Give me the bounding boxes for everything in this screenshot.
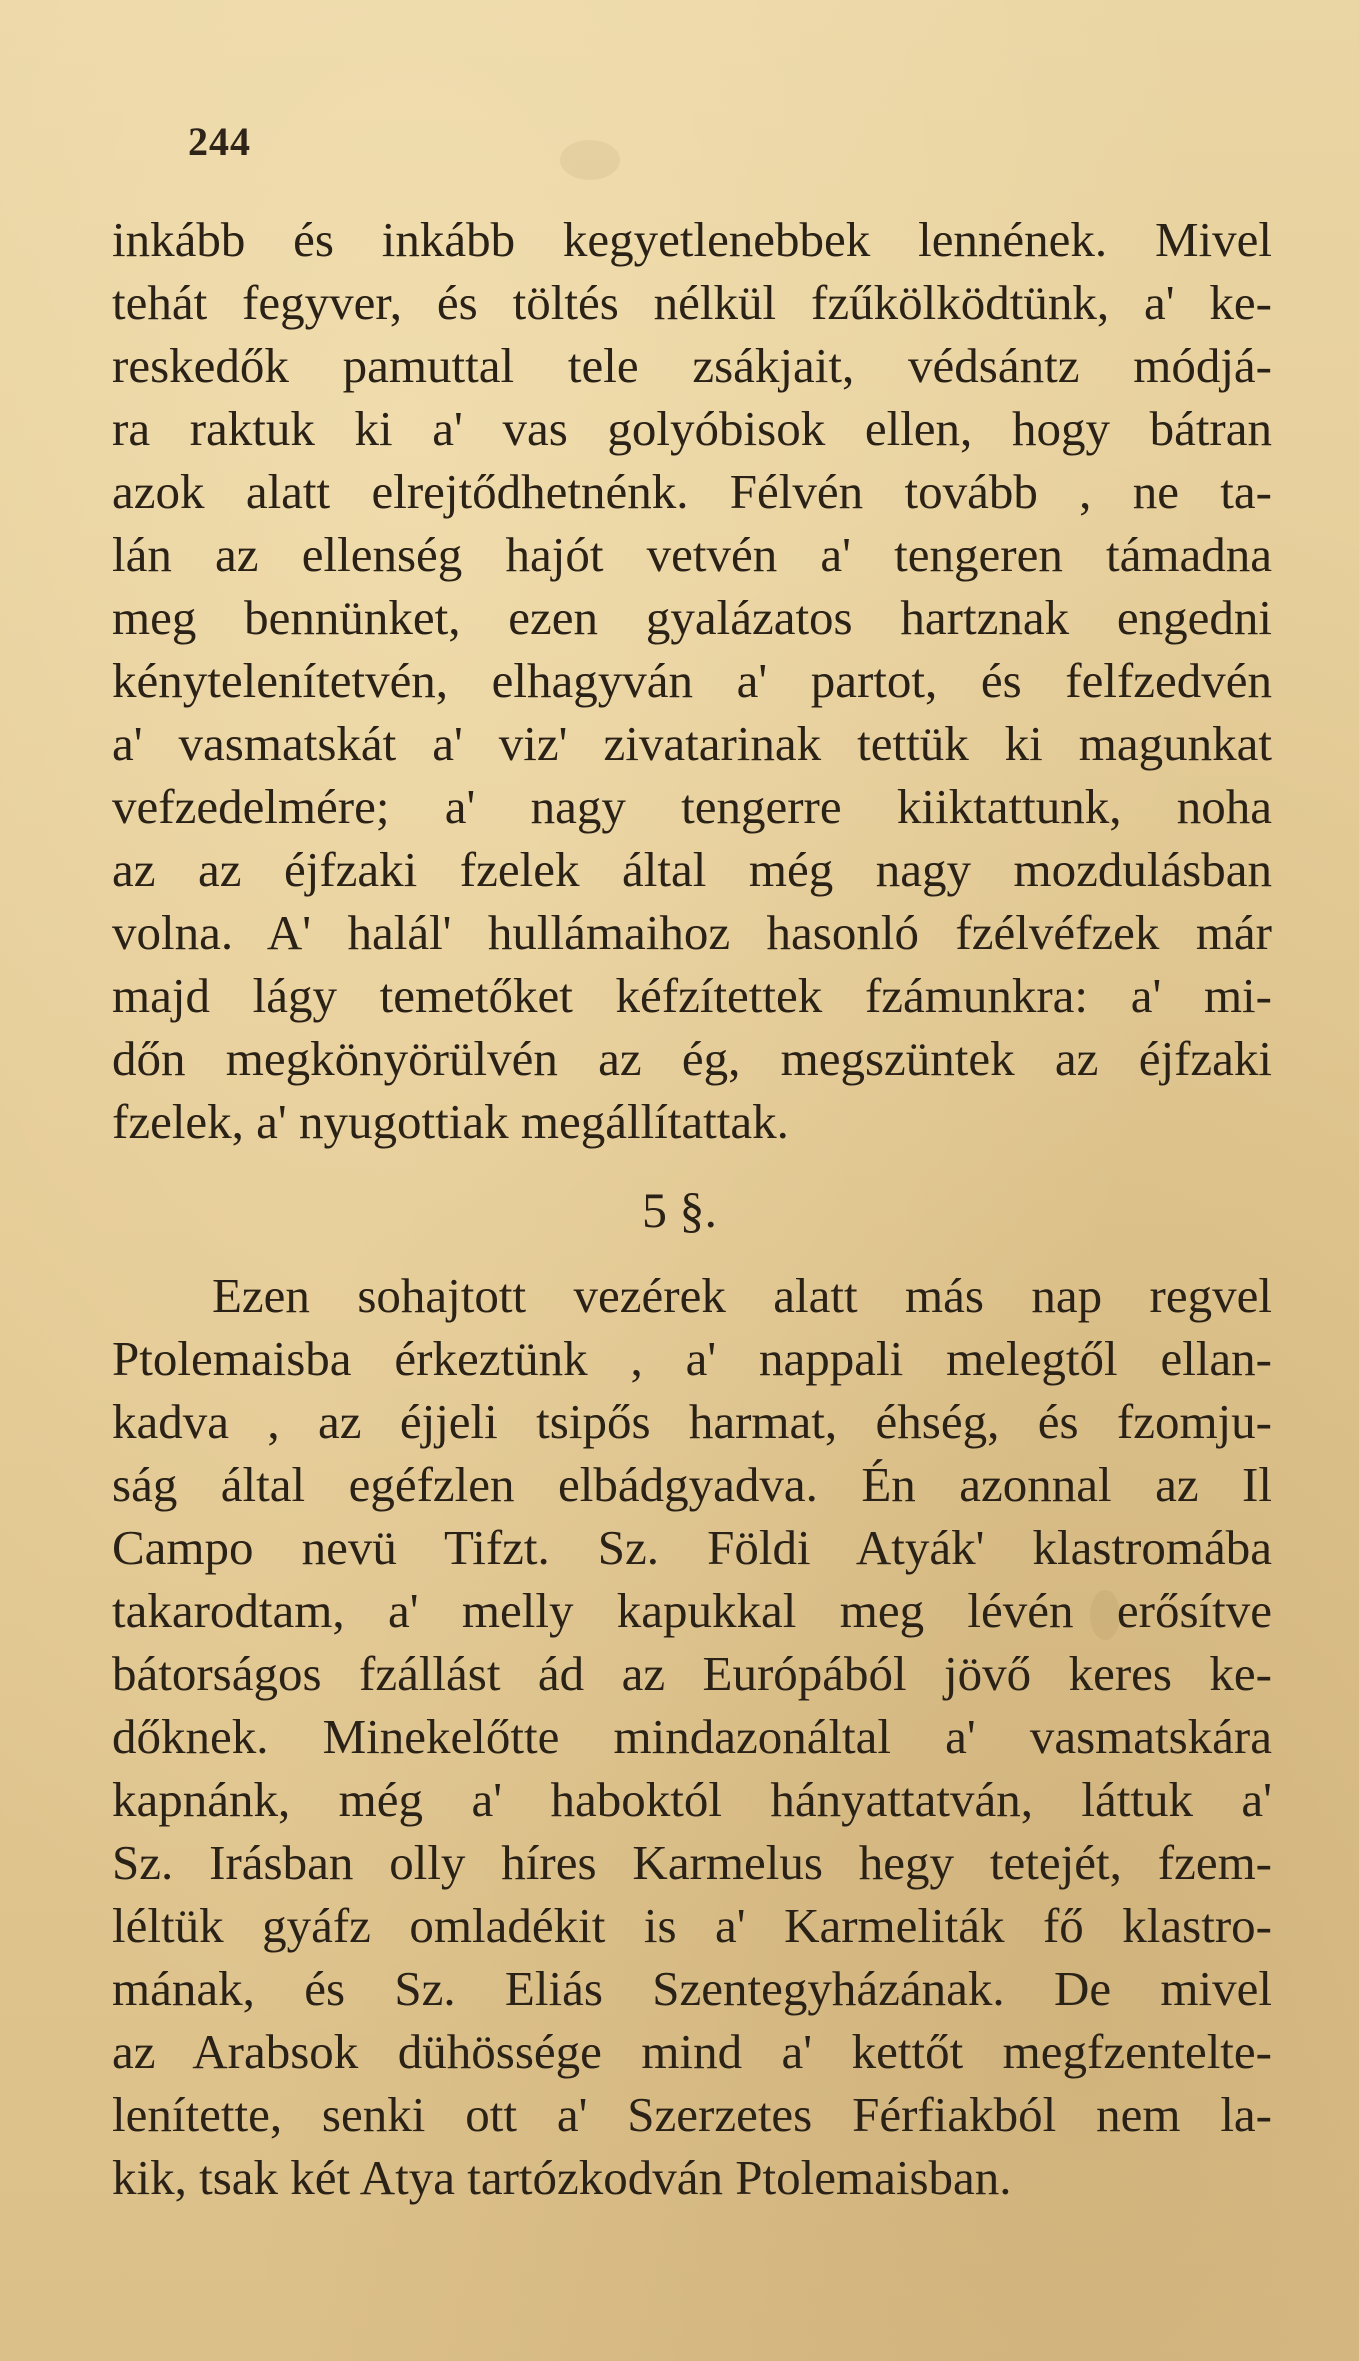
text-line: fzelek, a' nyugottiak megállítattak.	[112, 1094, 789, 1149]
paragraph-2	[112, 1264, 1272, 2209]
text-line: Sz. Irásban olly híres Karmelus hegy tetejét, fzem-	[112, 1835, 1272, 1890]
text-line: bátorságos fzállást ád az Európából jövő keres ke-	[112, 1646, 1272, 1701]
text-line: lán az ellenség hajót vetvén a' tengeren támadna	[112, 527, 1272, 582]
text-line: vefzedelmére; a' nagy tengerre kiiktattunk, noha	[112, 779, 1272, 834]
text-line: dőknek. Minekelőtte mindazonáltal a' vasmatskára	[112, 1709, 1272, 1764]
page-number: 244	[188, 119, 251, 164]
text-line: majd lágy temetőket kéfzítettek fzámunkra: a' mi-	[112, 968, 1272, 1023]
text-line: Ezen sohajtott vezérek alatt más nap regvel	[212, 1268, 1272, 1323]
text-line: kik, tsak két Atya tartózkodván Ptolemaisban.	[112, 2150, 1012, 2205]
text-line: kapnánk, még a' haboktól hányattatván, láttuk a'	[112, 1772, 1272, 1827]
text-line: volna. A' halál' hullámaihoz hasonló fzélvéfzek már	[112, 905, 1272, 960]
paper-stain	[560, 140, 620, 180]
text-line: Campo nevü Tifzt. Sz. Földi Atyák' klastromába	[112, 1520, 1272, 1575]
text-line: ság által egéfzlen elbádgyadva. Én azonnal az Il	[112, 1457, 1272, 1512]
section-heading: 5 §.	[642, 1182, 717, 1238]
text-line: a' vasmatskát a' viz' zivatarinak tettük ki magunkat	[112, 716, 1272, 771]
text-line: lenítette, senki ott a' Szerzetes Férfiakból nem la-	[112, 2087, 1272, 2142]
text-line: inkább és inkább kegyetlenebbek lennének. Mivel	[112, 212, 1272, 267]
text-line: kénytelenítetvén, elhagyván a' partot, és felfzedvén	[112, 653, 1272, 708]
text-line: reskedők pamuttal tele zsákjait, védsántz módjá-	[112, 338, 1272, 393]
text-line: dőn megkönyörülvén az ég, megszüntek az éjfzaki	[112, 1031, 1272, 1086]
text-line: léltük gyáfz omladékit is a' Karmeliták fő klastro-	[112, 1898, 1272, 1953]
text-line: az Arabsok dühössége mind a' kettőt megfzentelte-	[112, 2024, 1272, 2079]
text-line: tehát fegyver, és töltés nélkül fzűkölködtünk, a' ke-	[112, 275, 1272, 330]
text-line: ra raktuk ki a' vas golyóbisok ellen, hogy bátran	[112, 401, 1272, 456]
paragraph-1	[112, 208, 1272, 1153]
text-line: azok alatt elrejtődhetnénk. Félvén tovább , ne ta-	[112, 464, 1272, 519]
text-line: meg bennünket, ezen gyalázatos hartznak engedni	[112, 590, 1272, 645]
text-line: az az éjfzaki fzelek által még nagy mozdulásban	[112, 842, 1272, 897]
text-line: kadva , az éjjeli tsipős harmat, éhség, és fzomju-	[112, 1394, 1272, 1449]
text-line: mának, és Sz. Eliás Szentegyházának. De mivel	[112, 1961, 1272, 2016]
text-line: takarodtam, a' melly kapukkal meg lévén erősítve	[112, 1583, 1272, 1638]
text-line: Ptolemaisba érkeztünk , a' nappali melegtől ellan-	[112, 1331, 1272, 1386]
